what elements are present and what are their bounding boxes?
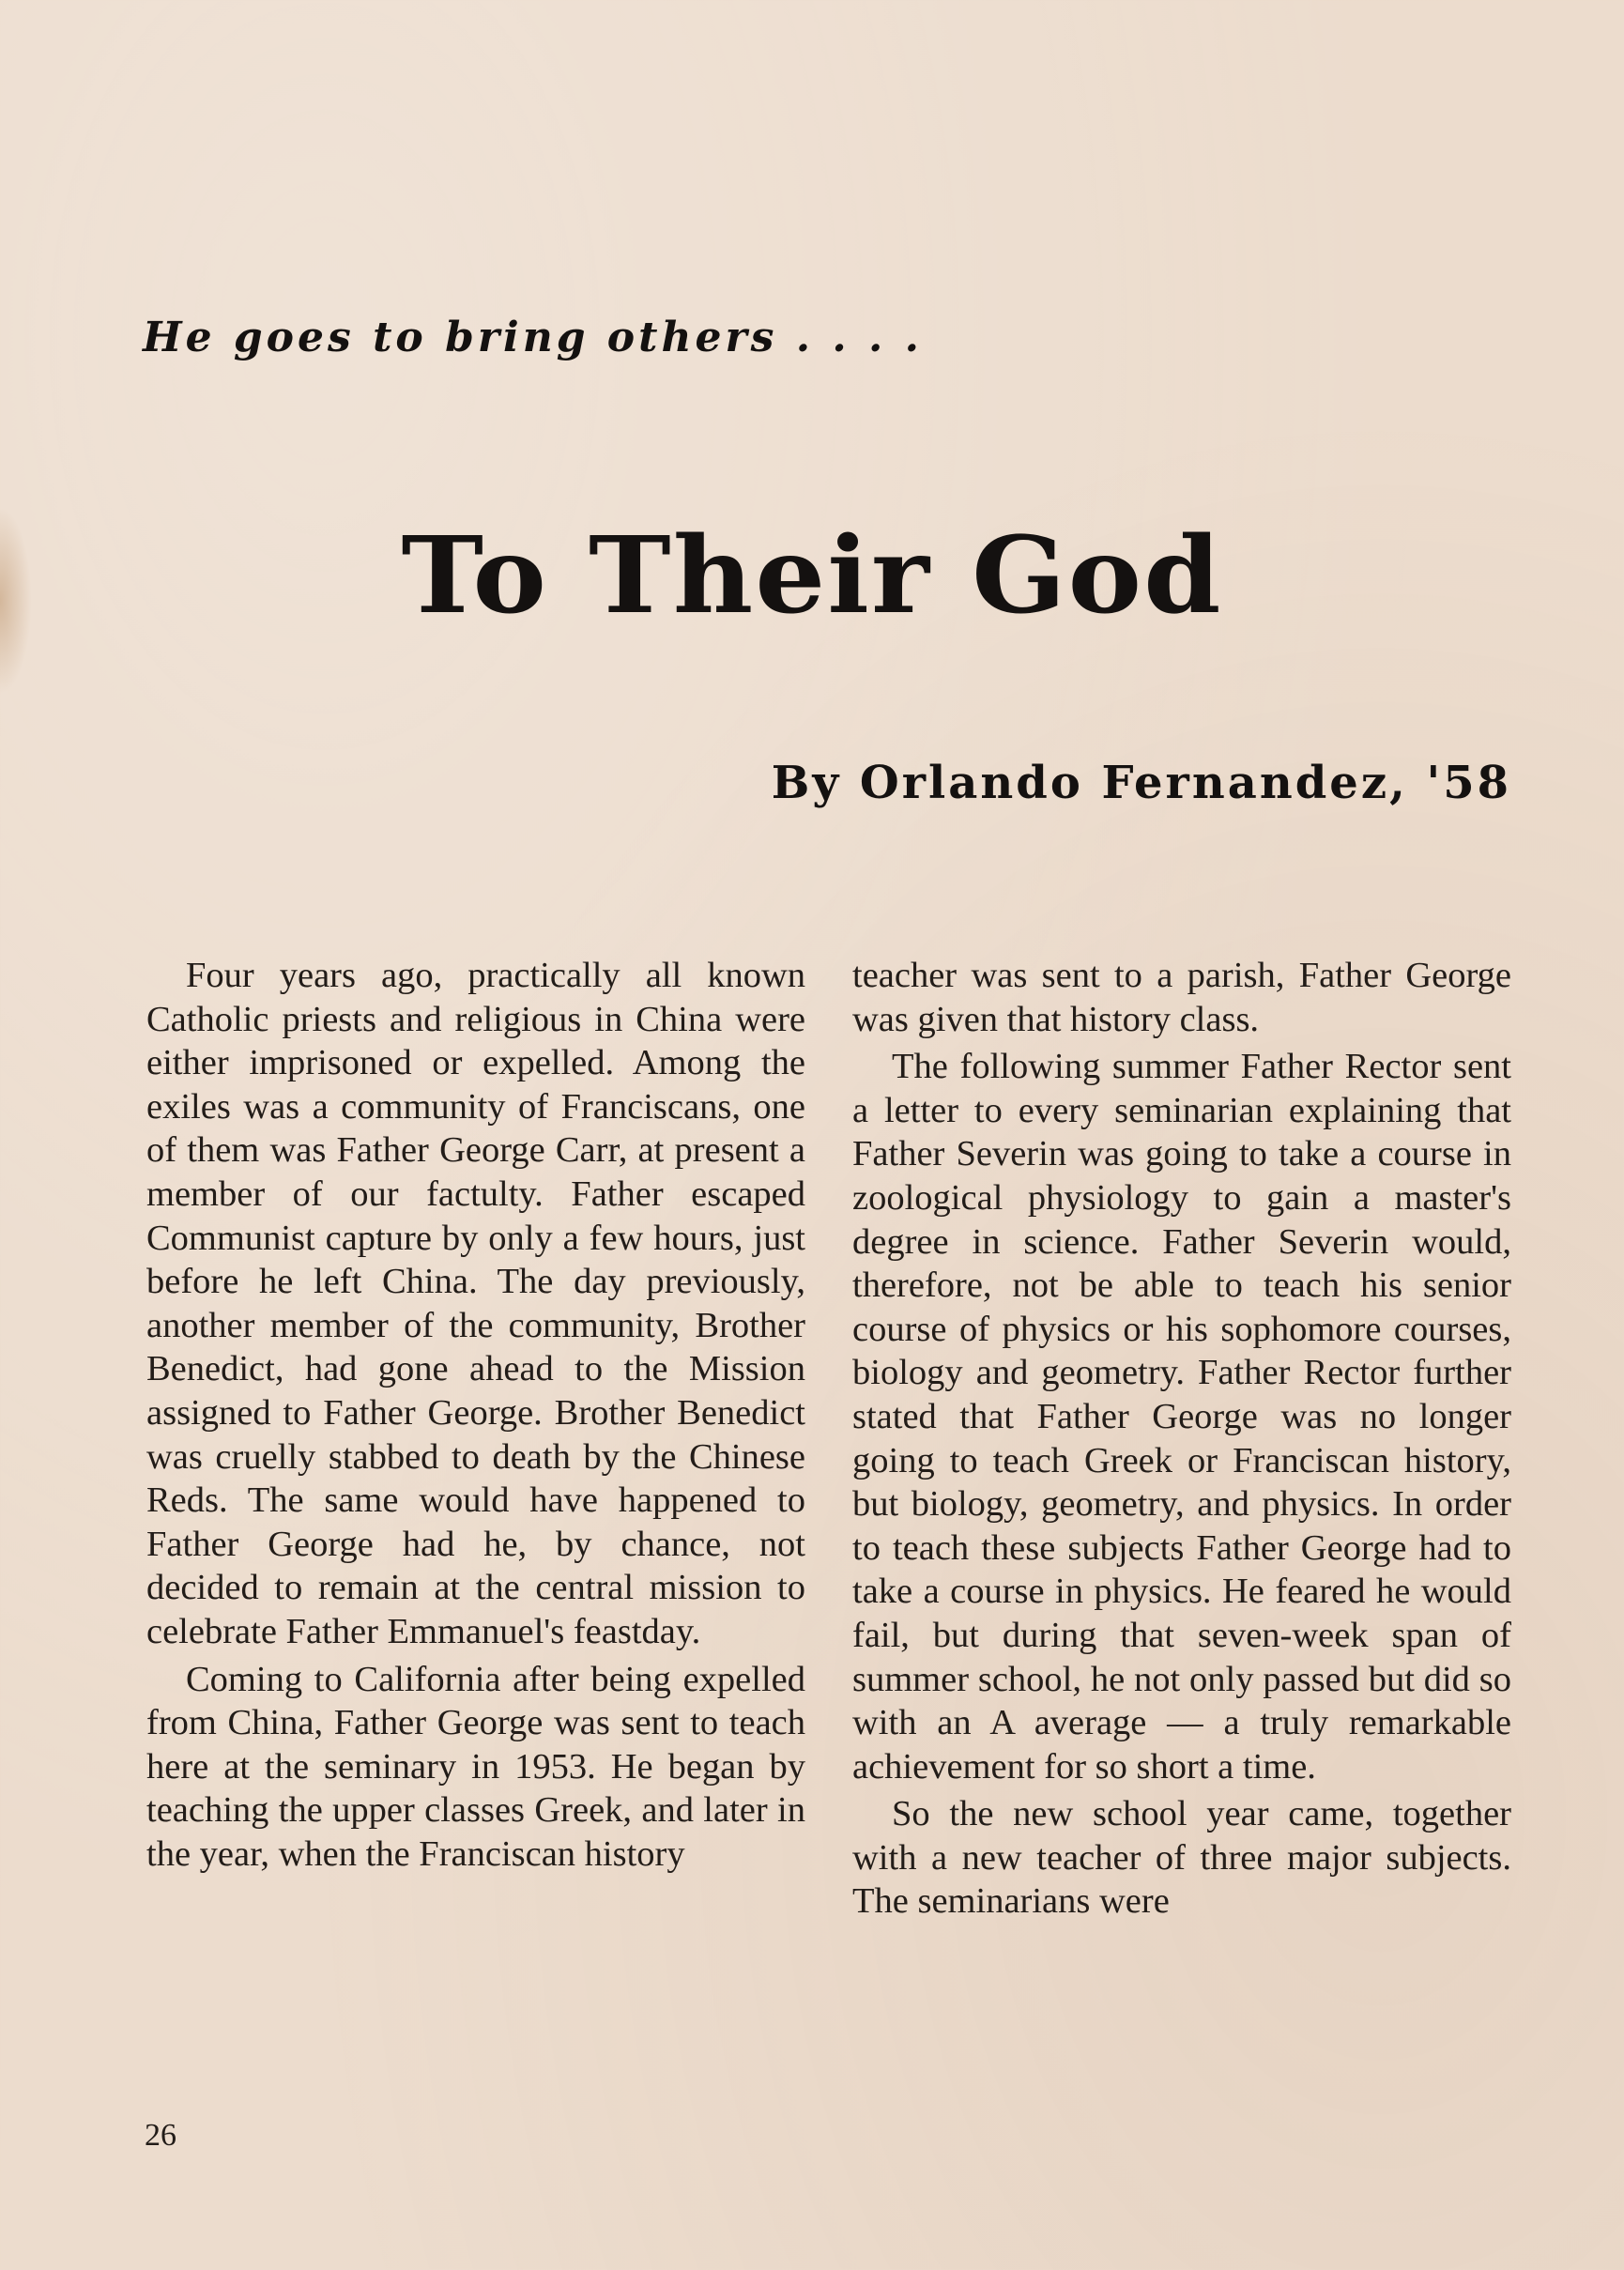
paragraph: The following summer Father Rector sent a letter to every seminarian explaining that Father Severin was going to take a course in zoological physiology to gain a master's degree in science. Father Severin would, therefore, not be able to teach his senior course of physics or his sophomore courses, biology and geometry. Father Rector further stated that Father George was no longer going to teach Greek or Franciscan history, but biology, geometry, and physics. In order to teach these subjects Father George had to take a course in physics. He feared he would fail, but during that seven-week span of summer school, he not only passed but did so with an A average — a truly remarkable achievement for so short a time. <box>852 1047 1511 1787</box>
left-column <box>146 954 805 1879</box>
paragraph: Four years ago, practically all known Catholic priests and religious in China were either imprisoned or expelled. Among the exiles was a community of Franciscans, one of them was Father George Carr, at present a member of our factulty. Father escaped Communist capture by only a few hours, just before he left China. The day previously, another member of the community, Brother Benedict, had gone ahead to the Mission assigned to Father George. Brother Benedict was cruelly stabbed to death by the Chinese Reds. The same would have happened to Father George had he, by chance, not decided to remain at the central mission to celebrate Father Emmanuel's feastday. <box>146 956 805 1651</box>
article-kicker: He goes to bring others . . . . <box>143 314 923 361</box>
article-title: To Their God <box>401 514 1223 637</box>
page-number: 26 <box>145 2118 176 2153</box>
paragraph: teacher was sent to a parish, Father George was given that history class. <box>852 956 1511 1039</box>
paragraph: Coming to California after being expelled from China, Father George was sent to teach here at the seminary in 1953. He began by teaching the upper classes Greek, and later in the year, when the Franciscan history <box>146 1659 805 1874</box>
article-byline: By Orlando Fernandez, '58 <box>771 757 1511 809</box>
paragraph: So the new school year came, together with a new teacher of three major subjects. The seminarians were <box>852 1794 1511 1922</box>
right-column <box>852 954 1511 1927</box>
